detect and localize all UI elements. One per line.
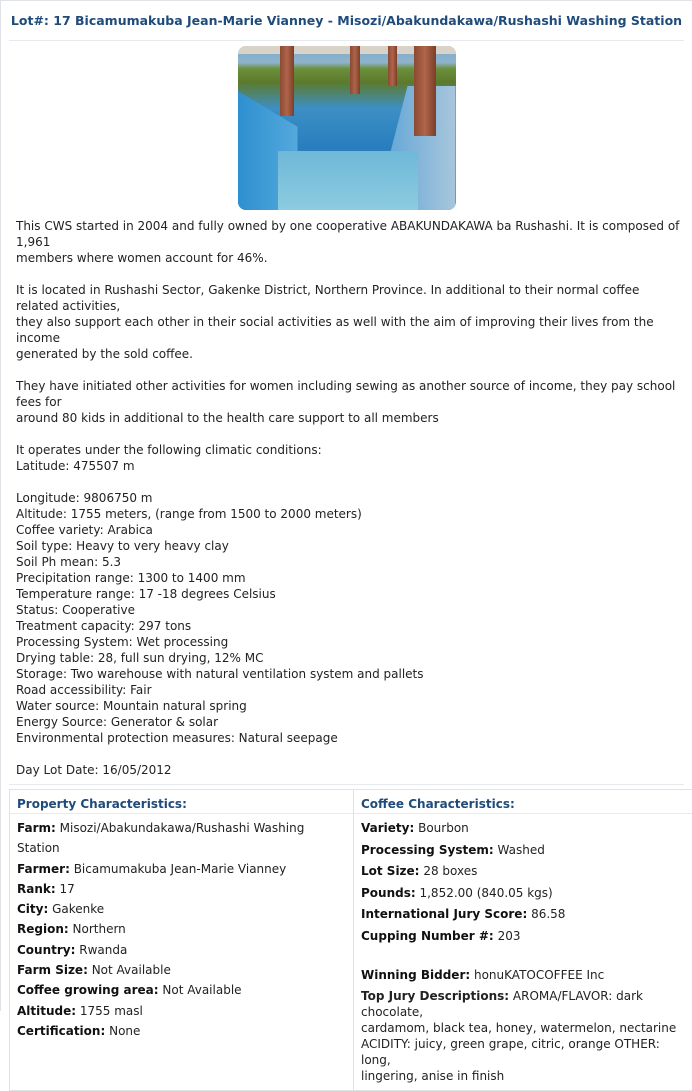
description-line: they also support each other in their social activities as well with the aim of improving their lives from the income [16,315,654,345]
property-characteristics [9,789,354,1091]
jury-line: cardamom, black tea, honey, watermelon, nectarine [361,1020,677,1035]
characteristic-row [361,861,686,883]
lot-title-bar [9,1,684,41]
characteristic-row [17,879,347,899]
lot-description [1,210,681,778]
characteristic-row [361,883,686,905]
characteristic-label: City: [17,902,49,917]
condition-item: Temperature range: 17 -18 degrees Celsius [16,587,276,601]
description-line: generated by the sold coffee. [16,347,193,361]
characteristic-label: Coffee growing area: [17,983,159,998]
characteristic-row [17,899,347,919]
description-line: It is located in Rushashi Sector, Gakenke District, Northern Province. In additional to their normal coffee related activities, [16,283,640,313]
photo-pillar [388,46,397,86]
characteristic-value: 1,852.00 (840.05 kgs) [419,885,553,900]
characteristic-row [17,859,347,879]
jury-line: AROMA/FLAVOR: dark chocolate, [361,988,643,1019]
condition-item: Status: Cooperative [16,603,135,617]
condition-item: Drying table: 28, full sun drying, 12% MC [16,651,264,665]
characteristic-value: 86.58 [531,907,566,921]
characteristic-value: Not Available [162,983,242,998]
day-lot-date: Day Lot Date: 16/05/2012 [16,763,172,777]
characteristic-label: Processing System: [361,842,494,857]
characteristic-value: Northern [72,922,126,937]
characteristic-label: Lot Size: [361,864,420,878]
characteristic-value: 28 boxes [423,864,478,878]
winning-bidder-value: honuKATOCOFFEE Inc [473,968,605,982]
characteristics-table [9,789,692,1091]
condition-item: Road accessibility: Fair [16,683,152,697]
spacer [361,947,686,965]
coffee-heading: Coffee Characteristics: [354,794,692,814]
property-rows [17,818,347,1041]
climatic-conditions-list [16,490,681,746]
photo-tank-water [278,151,418,210]
description-line: They have initiated other activities for women including sewing as another source of income, they pay school fees for [16,379,676,409]
characteristic-value: None [109,1023,141,1038]
condition-item: Environmental protection measures: Natural seepage [16,731,338,745]
description-line: members where women account for 46%. [16,251,268,265]
characteristic-label: Pounds: [361,885,416,900]
condition-item: Processing System: Wet processing [16,635,229,649]
characteristic-value: 1755 masl [79,1003,143,1018]
condition-item: Soil Ph mean: 5.3 [16,555,122,569]
characteristic-value: Washed [497,842,545,857]
characteristic-row [17,940,347,960]
condition-item: Coffee variety: Arabica [16,523,153,537]
description-paragraph [16,378,681,426]
description-paragraph [16,218,681,266]
characteristic-label: Cupping Number #: [361,928,494,943]
property-heading: Property Characteristics: [10,794,353,814]
characteristic-row [17,960,347,980]
description-line: around 80 kids in additional to the health care support to all members [16,411,439,425]
jury-label: Top Jury Descriptions: [361,988,510,1003]
characteristic-value: 203 [497,928,521,943]
condition-item: Water source: Mountain natural spring [16,699,247,713]
characteristic-label: Variety: [361,821,415,835]
coffee-characteristics [354,789,692,1091]
characteristic-value: Bourbon [418,821,469,835]
characteristic-value: Bicamumakuba Jean-Marie Vianney [73,861,287,876]
section-divider [9,784,684,785]
characteristic-row [17,818,347,859]
description-paragraph [16,282,681,362]
characteristic-row [17,919,347,939]
characteristic-label: Farm Size: [17,963,88,978]
characteristic-label: Farmer: [17,861,70,876]
condition-item: Precipitation range: 1300 to 1400 mm [16,571,246,585]
top-jury-descriptions [361,988,686,1084]
characteristic-value: Gakenke [52,902,105,917]
characteristic-label: International Jury Score: [361,907,528,921]
characteristic-label: Altitude: [17,1003,77,1018]
characteristic-value: Misozi/Abakundakawa/Rushashi Washing Station [17,821,305,856]
condition-item: Altitude: 1755 meters, (range from 1500 to 2000 meters) [16,507,362,521]
description-line: This CWS started in 2004 and fully owned by one cooperative ABAKUNDAKAWA ba Rushashi. It is composed of 1,961 [16,219,680,249]
characteristic-label: Rank: [17,881,56,896]
characteristic-value: 17 [59,881,75,896]
coffee-rows [361,818,686,947]
winning-bidder-label: Winning Bidder: [361,968,471,982]
description-line: Latitude: 475507 m [16,459,135,473]
characteristic-value: Not Available [91,963,171,978]
winning-bidder [361,965,686,987]
condition-item: Soil type: Heavy to very heavy clay [16,539,229,553]
photo-pillar [350,46,360,94]
photo-pillar [280,46,294,116]
characteristic-label: Farm: [17,821,56,835]
characteristic-row [17,980,347,1000]
description-paragraph [16,442,681,474]
characteristic-label: Certification: [17,1023,106,1038]
condition-item: Treatment capacity: 297 tons [16,619,192,633]
jury-line: ACIDITY: juicy, green grape, citric, orange OTHER: long, [361,1036,660,1067]
characteristic-label: Region: [17,922,69,937]
characteristic-row [361,904,686,926]
condition-item: Storage: Two warehouse with natural ventilation system and pallets [16,667,424,681]
condition-item: Energy Source: Generator & solar [16,715,219,729]
characteristic-row [17,1021,347,1041]
characteristic-value: Rwanda [79,942,128,957]
characteristic-row [361,818,686,840]
photo-container [1,46,692,210]
condition-item: Longitude: 9806750 m [16,491,153,505]
jury-line: lingering, anise in finish [361,1068,505,1083]
lot-title: Lot#: 17 Bicamumakuba Jean-Marie Vianney - Misozi/Abakundakawa/Rushashi Washing Station [10,13,683,28]
characteristic-row [361,840,686,862]
characteristic-label: Country: [17,942,76,957]
photo-pillar [414,46,436,136]
description-line: It operates under the following climatic conditions: [16,443,322,457]
characteristic-row [361,926,686,948]
washing-station-photo [238,46,456,210]
